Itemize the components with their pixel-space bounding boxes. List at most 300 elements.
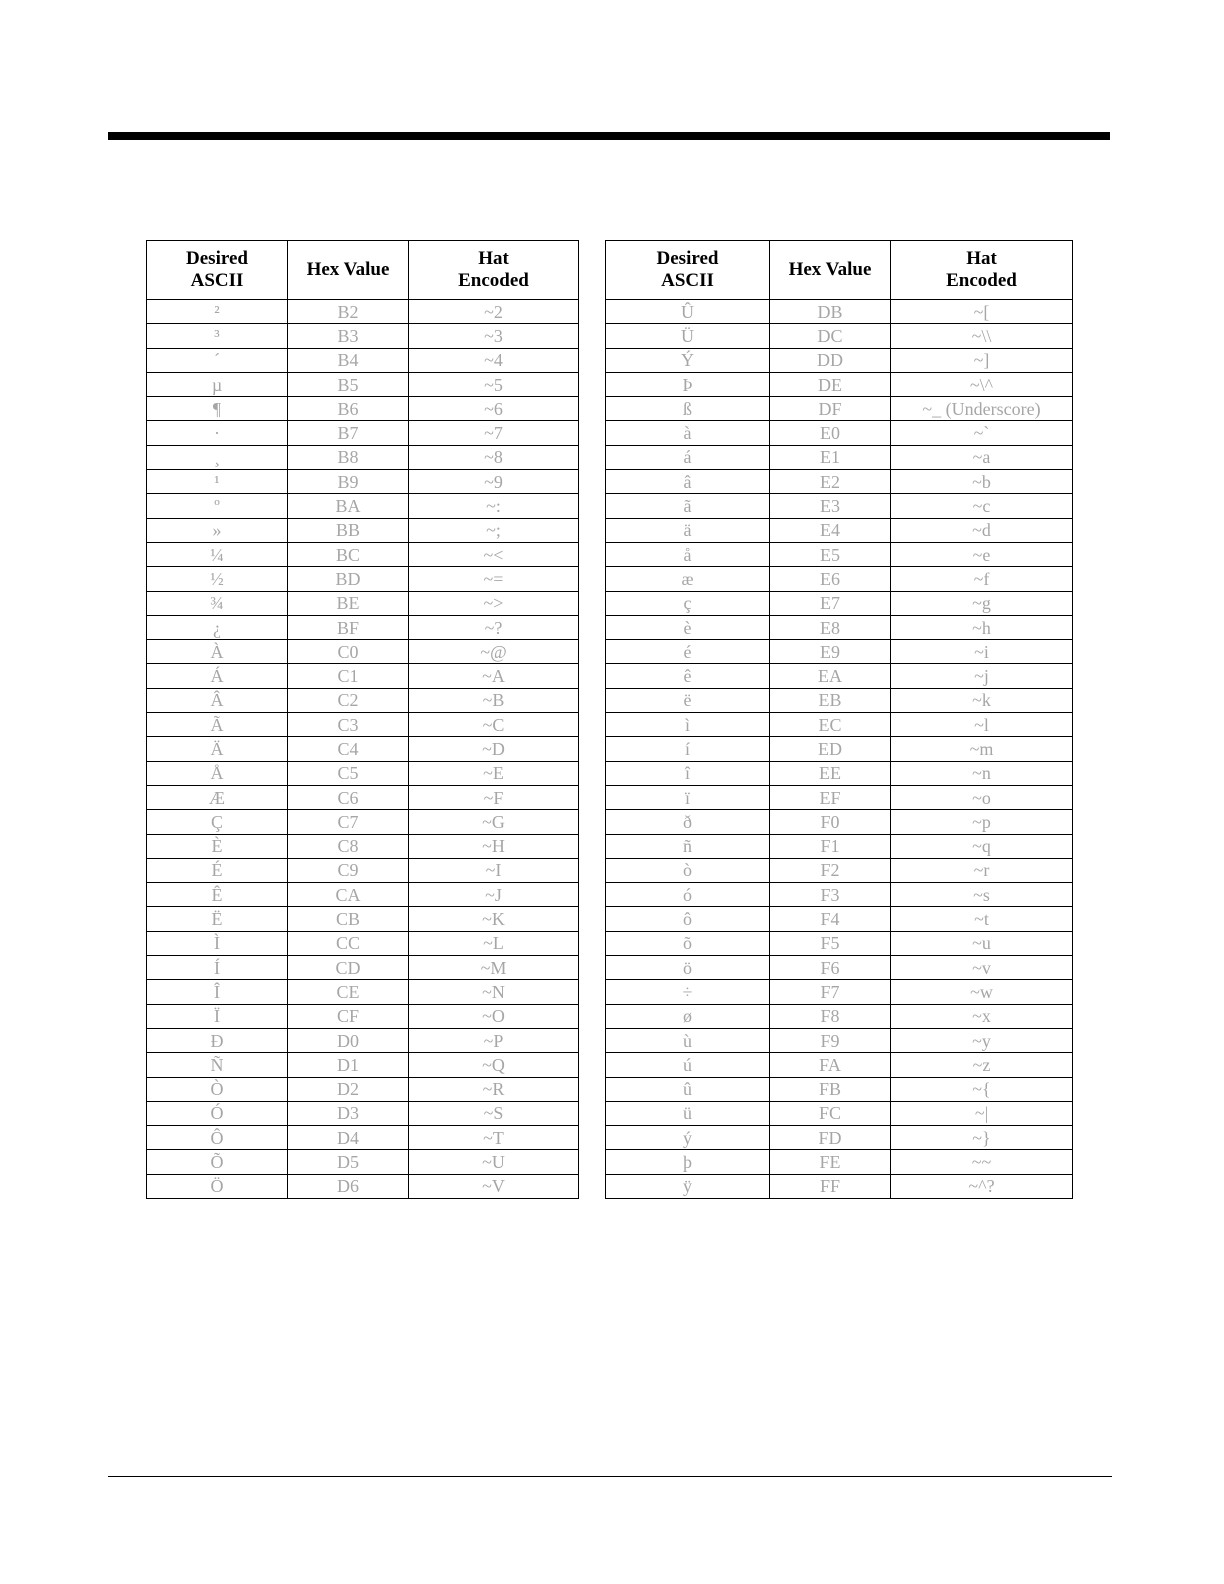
table-row [606, 421, 1073, 445]
hat-encoded-cell: ~` [891, 421, 1073, 445]
hex-value-cell: C6 [288, 785, 409, 809]
desired-ascii-cell: Þ [606, 372, 770, 396]
column-header-hex-value: Hex Value [288, 241, 409, 300]
table-row [606, 956, 1073, 980]
hat-encoded-cell: ~A [409, 664, 579, 688]
desired-ascii-cell: þ [606, 1150, 770, 1174]
desired-ascii-cell: á [606, 445, 770, 469]
hat-encoded-cell: ~2 [409, 300, 579, 324]
desired-ascii-cell: Ï [147, 1004, 288, 1028]
table-row [147, 372, 579, 396]
hex-value-cell: F7 [770, 980, 891, 1004]
hat-encoded-cell: ~b [891, 470, 1073, 494]
desired-ascii-cell: º [147, 494, 288, 518]
desired-ascii-cell: Ä [147, 737, 288, 761]
table-row [606, 300, 1073, 324]
hex-value-cell: D6 [288, 1174, 409, 1198]
hex-value-cell: C7 [288, 810, 409, 834]
desired-ascii-cell: é [606, 640, 770, 664]
desired-ascii-cell: ç [606, 591, 770, 615]
hex-value-cell: E4 [770, 518, 891, 542]
desired-ascii-cell: Ã [147, 713, 288, 737]
hex-value-cell: EB [770, 688, 891, 712]
hex-value-cell: E1 [770, 445, 891, 469]
hat-encoded-cell: ~o [891, 785, 1073, 809]
desired-ascii-cell: Å [147, 761, 288, 785]
desired-ascii-cell: ³ [147, 324, 288, 348]
desired-ascii-cell: Ó [147, 1101, 288, 1125]
table-row [606, 858, 1073, 882]
hat-encoded-cell: ~6 [409, 397, 579, 421]
hat-encoded-cell: ~M [409, 956, 579, 980]
desired-ascii-cell: Ë [147, 907, 288, 931]
desired-ascii-cell: ò [606, 858, 770, 882]
table-row [147, 980, 579, 1004]
desired-ascii-cell: Ô [147, 1126, 288, 1150]
hat-encoded-cell: ~[ [891, 300, 1073, 324]
table-row [606, 713, 1073, 737]
hat-encoded-cell: ~} [891, 1126, 1073, 1150]
hex-value-cell: B6 [288, 397, 409, 421]
hex-value-cell: BD [288, 567, 409, 591]
hex-value-cell: C1 [288, 664, 409, 688]
hex-value-cell: D5 [288, 1150, 409, 1174]
hat-encoded-cell: ~n [891, 761, 1073, 785]
table-row [147, 615, 579, 639]
hex-value-cell: CF [288, 1004, 409, 1028]
hat-encoded-cell: ~T [409, 1126, 579, 1150]
desired-ascii-cell: · [147, 421, 288, 445]
hat-encoded-cell: ~r [891, 858, 1073, 882]
table-row [147, 1004, 579, 1028]
table-row [147, 494, 579, 518]
table-row [147, 688, 579, 712]
hat-encoded-cell: ~H [409, 834, 579, 858]
footer-rule [108, 1476, 1112, 1477]
hex-value-cell: CC [288, 931, 409, 955]
table-row [606, 494, 1073, 518]
desired-ascii-cell: ¾ [147, 591, 288, 615]
hex-value-cell: DF [770, 397, 891, 421]
table-row [147, 1150, 579, 1174]
table-row [606, 883, 1073, 907]
desired-ascii-cell: å [606, 542, 770, 566]
table-row [147, 542, 579, 566]
hex-value-cell: FB [770, 1077, 891, 1101]
table-row [606, 1028, 1073, 1052]
table-row [606, 785, 1073, 809]
hex-value-cell: BA [288, 494, 409, 518]
desired-ascii-cell: ¸ [147, 445, 288, 469]
table-row [606, 931, 1073, 955]
table-row [147, 445, 579, 469]
table-row [147, 348, 579, 372]
table-row [606, 567, 1073, 591]
hat-encoded-cell: ~j [891, 664, 1073, 688]
hat-encoded-cell: ~i [891, 640, 1073, 664]
hex-value-cell: D2 [288, 1077, 409, 1101]
desired-ascii-cell: Ñ [147, 1053, 288, 1077]
table-row [606, 1126, 1073, 1150]
hat-encoded-cell: ~> [409, 591, 579, 615]
desired-ascii-cell: Ý [606, 348, 770, 372]
hat-encoded-cell: ~h [891, 615, 1073, 639]
hat-encoded-cell: ~v [891, 956, 1073, 980]
hex-value-cell: BC [288, 542, 409, 566]
desired-ascii-cell: Ü [606, 324, 770, 348]
table-row [606, 1077, 1073, 1101]
desired-ascii-cell: ¶ [147, 397, 288, 421]
hat-encoded-cell: ~3 [409, 324, 579, 348]
table-row [147, 785, 579, 809]
column-header-hex-value: Hex Value [770, 241, 891, 300]
hat-encoded-cell: ~8 [409, 445, 579, 469]
table-row [147, 640, 579, 664]
hex-value-cell: EA [770, 664, 891, 688]
hex-value-cell: E9 [770, 640, 891, 664]
table-row [606, 737, 1073, 761]
hat-encoded-cell: ~u [891, 931, 1073, 955]
hat-encoded-cell: ~^? [891, 1174, 1073, 1198]
hex-value-cell: FE [770, 1150, 891, 1174]
desired-ascii-cell: à [606, 421, 770, 445]
desired-ascii-cell: Á [147, 664, 288, 688]
hat-encoded-cell: ~w [891, 980, 1073, 1004]
hex-value-cell: F8 [770, 1004, 891, 1028]
hat-encoded-cell: ~g [891, 591, 1073, 615]
hat-encoded-cell: ~P [409, 1028, 579, 1052]
encoding-table-right [605, 240, 1073, 1199]
hex-value-cell: B4 [288, 348, 409, 372]
desired-ascii-cell: û [606, 1077, 770, 1101]
hat-encoded-cell: ~p [891, 810, 1073, 834]
table-row [147, 324, 579, 348]
hat-encoded-cell: ~9 [409, 470, 579, 494]
hex-value-cell: C2 [288, 688, 409, 712]
table-row [147, 1101, 579, 1125]
hat-encoded-cell: ~S [409, 1101, 579, 1125]
table-row [147, 664, 579, 688]
hat-encoded-cell: ~@ [409, 640, 579, 664]
hex-value-cell: E6 [770, 567, 891, 591]
hex-value-cell: C8 [288, 834, 409, 858]
desired-ascii-cell: É [147, 858, 288, 882]
hat-encoded-cell: ~V [409, 1174, 579, 1198]
hex-value-cell: DE [770, 372, 891, 396]
table-row [606, 1150, 1073, 1174]
hex-value-cell: CA [288, 883, 409, 907]
hat-encoded-cell: ~c [891, 494, 1073, 518]
desired-ascii-cell: í [606, 737, 770, 761]
table-row [147, 907, 579, 931]
table-row [147, 834, 579, 858]
table-row [606, 1101, 1073, 1125]
desired-ascii-cell: è [606, 615, 770, 639]
hat-encoded-cell: ~\\ [891, 324, 1073, 348]
table-row [147, 1126, 579, 1150]
table-row [147, 1174, 579, 1198]
hat-encoded-cell: ~N [409, 980, 579, 1004]
hat-encoded-cell: ~L [409, 931, 579, 955]
desired-ascii-cell: ü [606, 1101, 770, 1125]
desired-ascii-cell: Ò [147, 1077, 288, 1101]
hex-value-cell: DB [770, 300, 891, 324]
table-row [606, 664, 1073, 688]
hex-value-cell: B9 [288, 470, 409, 494]
table-row [606, 615, 1073, 639]
hat-encoded-cell: ~f [891, 567, 1073, 591]
table-row [147, 956, 579, 980]
hex-value-cell: E7 [770, 591, 891, 615]
desired-ascii-cell: â [606, 470, 770, 494]
hat-encoded-cell: ~e [891, 542, 1073, 566]
table-row [147, 300, 579, 324]
hex-value-cell: B5 [288, 372, 409, 396]
hex-value-cell: F5 [770, 931, 891, 955]
desired-ascii-cell: ¼ [147, 542, 288, 566]
hex-value-cell: EF [770, 785, 891, 809]
hat-encoded-cell: ~| [891, 1101, 1073, 1125]
table-row [606, 907, 1073, 931]
desired-ascii-cell: Â [147, 688, 288, 712]
hat-encoded-cell: ~R [409, 1077, 579, 1101]
hat-encoded-cell: ~s [891, 883, 1073, 907]
hat-encoded-cell: ~5 [409, 372, 579, 396]
desired-ascii-cell: ß [606, 397, 770, 421]
desired-ascii-cell: µ [147, 372, 288, 396]
hat-encoded-cell: ~4 [409, 348, 579, 372]
table-row [147, 761, 579, 785]
table-row [147, 591, 579, 615]
hex-value-cell: E2 [770, 470, 891, 494]
hat-encoded-cell: ~: [409, 494, 579, 518]
table-row [606, 688, 1073, 712]
column-header-hat-encoded: Hat Encoded [891, 241, 1073, 300]
desired-ascii-cell: ø [606, 1004, 770, 1028]
hex-value-cell: B3 [288, 324, 409, 348]
hat-encoded-cell: ~I [409, 858, 579, 882]
desired-ascii-cell: È [147, 834, 288, 858]
hex-value-cell: D1 [288, 1053, 409, 1077]
desired-ascii-cell: Õ [147, 1150, 288, 1174]
desired-ascii-cell: ù [606, 1028, 770, 1052]
desired-ascii-cell: ý [606, 1126, 770, 1150]
hex-value-cell: FF [770, 1174, 891, 1198]
hat-encoded-cell: ~J [409, 883, 579, 907]
desired-ascii-cell: Ö [147, 1174, 288, 1198]
column-header-hat-encoded: Hat Encoded [409, 241, 579, 300]
table-row [606, 1174, 1073, 1198]
desired-ascii-cell: ¹ [147, 470, 288, 494]
hex-value-cell: F9 [770, 1028, 891, 1052]
column-header-desired-ascii: Desired ASCII [606, 241, 770, 300]
hat-encoded-cell: ~d [891, 518, 1073, 542]
hex-value-cell: BF [288, 615, 409, 639]
hex-value-cell: E8 [770, 615, 891, 639]
table-row [147, 567, 579, 591]
desired-ascii-cell: Ç [147, 810, 288, 834]
encoding-table-left [146, 240, 579, 1199]
table-row [606, 348, 1073, 372]
hat-encoded-cell: ~7 [409, 421, 579, 445]
desired-ascii-cell: î [606, 761, 770, 785]
hat-encoded-cell: ~y [891, 1028, 1073, 1052]
desired-ascii-cell: ÿ [606, 1174, 770, 1198]
hex-value-cell: D0 [288, 1028, 409, 1052]
hex-value-cell: E5 [770, 542, 891, 566]
table-row [606, 1053, 1073, 1077]
desired-ascii-cell: ñ [606, 834, 770, 858]
table-row [606, 445, 1073, 469]
hex-value-cell: FA [770, 1053, 891, 1077]
table-row [147, 713, 579, 737]
hex-value-cell: FD [770, 1126, 891, 1150]
desired-ascii-cell: ê [606, 664, 770, 688]
hat-encoded-cell: ~x [891, 1004, 1073, 1028]
hex-value-cell: D3 [288, 1101, 409, 1125]
hex-value-cell: EC [770, 713, 891, 737]
desired-ascii-cell: ä [606, 518, 770, 542]
hat-encoded-cell: ~~ [891, 1150, 1073, 1174]
table-row [147, 810, 579, 834]
desired-ascii-cell: õ [606, 931, 770, 955]
table-header-row [606, 241, 1073, 300]
hat-encoded-cell: ~q [891, 834, 1073, 858]
table-row [147, 883, 579, 907]
hex-value-cell: B7 [288, 421, 409, 445]
hat-encoded-cell: ~U [409, 1150, 579, 1174]
hex-value-cell: FC [770, 1101, 891, 1125]
desired-ascii-cell: À [147, 640, 288, 664]
hat-encoded-cell: ~F [409, 785, 579, 809]
hat-encoded-cell: ~= [409, 567, 579, 591]
desired-ascii-cell: æ [606, 567, 770, 591]
desired-ascii-cell: ó [606, 883, 770, 907]
hat-encoded-cell: ~; [409, 518, 579, 542]
hat-encoded-cell: ~a [891, 445, 1073, 469]
table-row [147, 858, 579, 882]
hex-value-cell: C3 [288, 713, 409, 737]
hex-value-cell: C9 [288, 858, 409, 882]
table-row [147, 1053, 579, 1077]
table-row [606, 518, 1073, 542]
table-header-row [147, 241, 579, 300]
table-row [606, 397, 1073, 421]
desired-ascii-cell: ã [606, 494, 770, 518]
hex-value-cell: F4 [770, 907, 891, 931]
table-row [147, 1077, 579, 1101]
desired-ascii-cell: ð [606, 810, 770, 834]
desired-ascii-cell: Í [147, 956, 288, 980]
desired-ascii-cell: ì [606, 713, 770, 737]
table-row [147, 1028, 579, 1052]
hex-value-cell: BB [288, 518, 409, 542]
desired-ascii-cell: ë [606, 688, 770, 712]
table-row [606, 761, 1073, 785]
desired-ascii-cell: ¿ [147, 615, 288, 639]
hat-encoded-cell: ~t [891, 907, 1073, 931]
table-row [606, 1004, 1073, 1028]
hat-encoded-cell: ~\^ [891, 372, 1073, 396]
column-header-desired-ascii: Desired ASCII [147, 241, 288, 300]
hex-value-cell: CD [288, 956, 409, 980]
hat-encoded-cell: ~_ (Underscore) [891, 397, 1073, 421]
table-row [606, 640, 1073, 664]
hex-value-cell: F3 [770, 883, 891, 907]
table-row [147, 931, 579, 955]
hex-value-cell: F2 [770, 858, 891, 882]
table-row [147, 470, 579, 494]
table-row [147, 737, 579, 761]
hat-encoded-cell: ~B [409, 688, 579, 712]
desired-ascii-cell: ´ [147, 348, 288, 372]
hat-encoded-cell: ~< [409, 542, 579, 566]
table-row [606, 591, 1073, 615]
desired-ascii-cell: ô [606, 907, 770, 931]
desired-ascii-cell: ÷ [606, 980, 770, 1004]
header-rule [108, 132, 1110, 140]
hex-value-cell: DC [770, 324, 891, 348]
desired-ascii-cell: ö [606, 956, 770, 980]
hex-value-cell: E0 [770, 421, 891, 445]
hex-value-cell: C4 [288, 737, 409, 761]
desired-ascii-cell: ² [147, 300, 288, 324]
hat-encoded-cell: ~Q [409, 1053, 579, 1077]
hat-encoded-cell: ~{ [891, 1077, 1073, 1101]
hat-encoded-cell: ~m [891, 737, 1073, 761]
hat-encoded-cell: ~O [409, 1004, 579, 1028]
table-row [606, 834, 1073, 858]
hex-value-cell: F0 [770, 810, 891, 834]
desired-ascii-cell: Ê [147, 883, 288, 907]
desired-ascii-cell: Ì [147, 931, 288, 955]
hat-encoded-cell: ~? [409, 615, 579, 639]
hat-encoded-cell: ~l [891, 713, 1073, 737]
desired-ascii-cell: Î [147, 980, 288, 1004]
desired-ascii-cell: ½ [147, 567, 288, 591]
hex-value-cell: BE [288, 591, 409, 615]
desired-ascii-cell: Û [606, 300, 770, 324]
hex-value-cell: D4 [288, 1126, 409, 1150]
hat-encoded-cell: ~D [409, 737, 579, 761]
hex-value-cell: CB [288, 907, 409, 931]
hat-encoded-cell: ~k [891, 688, 1073, 712]
hat-encoded-cell: ~] [891, 348, 1073, 372]
hex-value-cell: ED [770, 737, 891, 761]
hat-encoded-cell: ~E [409, 761, 579, 785]
hex-value-cell: E3 [770, 494, 891, 518]
hex-value-cell: B8 [288, 445, 409, 469]
table-row [606, 324, 1073, 348]
table-row [147, 518, 579, 542]
desired-ascii-cell: ï [606, 785, 770, 809]
hat-encoded-cell: ~K [409, 907, 579, 931]
desired-ascii-cell: ú [606, 1053, 770, 1077]
table-row [606, 980, 1073, 1004]
hat-encoded-cell: ~G [409, 810, 579, 834]
table-row [606, 470, 1073, 494]
hex-value-cell: B2 [288, 300, 409, 324]
hex-value-cell: EE [770, 761, 891, 785]
hex-value-cell: F6 [770, 956, 891, 980]
hex-value-cell: C0 [288, 640, 409, 664]
hex-value-cell: CE [288, 980, 409, 1004]
hex-value-cell: C5 [288, 761, 409, 785]
table-row [147, 421, 579, 445]
desired-ascii-cell: » [147, 518, 288, 542]
hat-encoded-cell: ~C [409, 713, 579, 737]
table-row [606, 542, 1073, 566]
